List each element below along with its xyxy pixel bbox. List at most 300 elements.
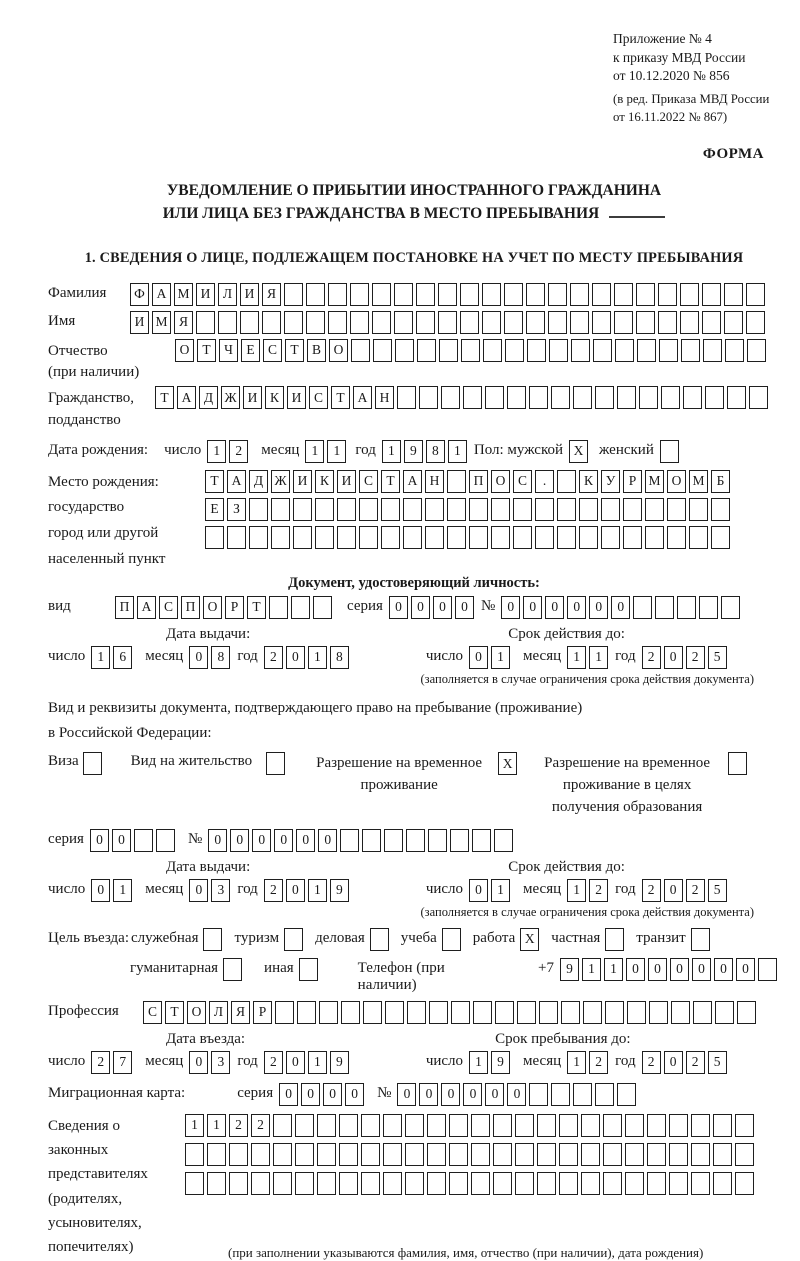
phone-digit-cell[interactable]: 1 (604, 958, 623, 981)
residence-number-cell[interactable] (406, 829, 425, 852)
profession-cell[interactable]: С (143, 1001, 162, 1024)
patronymic-cell[interactable] (461, 339, 480, 362)
surname-cell[interactable] (636, 283, 655, 306)
birthplace-cell[interactable]: О (667, 470, 686, 493)
profession-cell[interactable] (473, 1001, 492, 1024)
expiry-year-cell[interactable]: 5 (708, 879, 727, 902)
issue-day-cell[interactable]: 0 (91, 879, 110, 902)
representative-cell[interactable] (559, 1172, 578, 1195)
birthplace-cell[interactable] (601, 498, 620, 521)
birthplace-cell[interactable] (557, 470, 576, 493)
firstname-cell[interactable] (218, 311, 237, 334)
surname-cell[interactable]: М (174, 283, 193, 306)
profession-cell[interactable] (363, 1001, 382, 1024)
firstname-cell[interactable] (372, 311, 391, 334)
birthplace-cell[interactable]: У (601, 470, 620, 493)
birthplace-cell[interactable] (227, 526, 246, 549)
phone-digit-cell[interactable]: 0 (648, 958, 667, 981)
representative-cell[interactable] (735, 1172, 754, 1195)
representative-cell[interactable] (603, 1143, 622, 1166)
birthplace-cell[interactable]: К (315, 470, 334, 493)
surname-cell[interactable] (614, 283, 633, 306)
profession-cell[interactable] (385, 1001, 404, 1024)
residence-number-cell[interactable] (384, 829, 403, 852)
surname-cell[interactable] (350, 283, 369, 306)
firstname-cell[interactable] (746, 311, 765, 334)
firstname-cell[interactable] (284, 311, 303, 334)
migration-series-cell[interactable]: 0 (279, 1083, 298, 1106)
birthplace-cell[interactable] (249, 526, 268, 549)
representative-cell[interactable] (515, 1172, 534, 1195)
phone-digit-cell[interactable]: 0 (670, 958, 689, 981)
surname-cell[interactable] (416, 283, 435, 306)
representative-cell[interactable] (647, 1172, 666, 1195)
surname-cell[interactable] (504, 283, 523, 306)
firstname-cell[interactable] (504, 311, 523, 334)
doc-number-cell[interactable] (699, 596, 718, 619)
birthplace-cell[interactable] (381, 498, 400, 521)
firstname-cell[interactable] (570, 311, 589, 334)
patronymic-cell[interactable]: Т (197, 339, 216, 362)
temp-residence-checkbox[interactable]: X (498, 752, 517, 775)
purpose-tourism-checkbox[interactable] (284, 928, 303, 951)
expiry-year-cell[interactable]: 2 (686, 879, 705, 902)
citizenship-cell[interactable]: Т (155, 386, 174, 409)
birthplace-cell[interactable] (557, 498, 576, 521)
phone-digit-cell[interactable]: 0 (692, 958, 711, 981)
surname-cell[interactable] (570, 283, 589, 306)
patronymic-cell[interactable] (681, 339, 700, 362)
patronymic-cell[interactable] (373, 339, 392, 362)
firstname-cell[interactable] (548, 311, 567, 334)
purpose-transit-checkbox[interactable] (691, 928, 710, 951)
representative-cell[interactable] (427, 1114, 446, 1137)
representative-cell[interactable] (229, 1172, 248, 1195)
birthplace-cell[interactable] (667, 526, 686, 549)
issue-month-cell[interactable]: 3 (211, 879, 230, 902)
birthplace-cell[interactable]: А (403, 470, 422, 493)
residence-number-cell[interactable]: 0 (318, 829, 337, 852)
birthplace-cell[interactable] (689, 526, 708, 549)
representative-cell[interactable] (339, 1143, 358, 1166)
representative-cell[interactable] (361, 1143, 380, 1166)
representative-cell[interactable] (383, 1114, 402, 1137)
representative-cell[interactable] (581, 1172, 600, 1195)
expiry-day-cell[interactable]: 0 (469, 879, 488, 902)
issue-year-cell[interactable]: 1 (308, 646, 327, 669)
patronymic-cell[interactable] (571, 339, 590, 362)
surname-cell[interactable] (372, 283, 391, 306)
profession-cell[interactable]: О (187, 1001, 206, 1024)
residence-series-cell[interactable]: 0 (90, 829, 109, 852)
birthplace-cell[interactable]: Р (623, 470, 642, 493)
birthplace-cell[interactable] (469, 526, 488, 549)
firstname-cell[interactable] (328, 311, 347, 334)
representative-cell[interactable] (405, 1172, 424, 1195)
citizenship-cell[interactable] (551, 386, 570, 409)
patronymic-cell[interactable] (439, 339, 458, 362)
representative-cell[interactable]: 2 (229, 1114, 248, 1137)
profession-cell[interactable]: Р (253, 1001, 272, 1024)
citizenship-cell[interactable] (639, 386, 658, 409)
birthplace-cell[interactable]: З (227, 498, 246, 521)
profession-cell[interactable] (605, 1001, 624, 1024)
profession-cell[interactable] (429, 1001, 448, 1024)
citizenship-cell[interactable]: Ж (221, 386, 240, 409)
issue-year-cell[interactable]: 2 (264, 646, 283, 669)
doc-number-cell[interactable] (655, 596, 674, 619)
representative-cell[interactable] (735, 1114, 754, 1137)
firstname-cell[interactable] (262, 311, 281, 334)
migration-number-cell[interactable]: 0 (507, 1083, 526, 1106)
residence-number-cell[interactable] (472, 829, 491, 852)
phone-digit-cell[interactable]: 1 (582, 958, 601, 981)
migration-series-cell[interactable]: 0 (301, 1083, 320, 1106)
profession-cell[interactable] (517, 1001, 536, 1024)
birthplace-cell[interactable]: Б (711, 470, 730, 493)
doc-number-cell[interactable] (677, 596, 696, 619)
purpose-work-checkbox[interactable]: X (520, 928, 539, 951)
profession-cell[interactable] (319, 1001, 338, 1024)
doc-number-cell[interactable]: 0 (567, 596, 586, 619)
migration-number-cell[interactable] (595, 1083, 614, 1106)
representative-cell[interactable] (317, 1114, 336, 1137)
citizenship-cell[interactable]: Т (331, 386, 350, 409)
birthplace-cell[interactable]: Т (205, 470, 224, 493)
firstname-cell[interactable]: И (130, 311, 149, 334)
birthplace-cell[interactable] (293, 498, 312, 521)
birthplace-cell[interactable] (667, 498, 686, 521)
representative-cell[interactable] (625, 1172, 644, 1195)
issue-year-cell[interactable]: 9 (330, 879, 349, 902)
doc-kind-cell[interactable]: А (137, 596, 156, 619)
representative-cell[interactable] (713, 1172, 732, 1195)
representative-cell[interactable] (361, 1114, 380, 1137)
profession-cell[interactable] (297, 1001, 316, 1024)
patronymic-cell[interactable]: О (329, 339, 348, 362)
representative-cell[interactable] (185, 1143, 204, 1166)
expiry-month-cell[interactable]: 1 (567, 646, 586, 669)
expiry-day-cell[interactable]: 0 (469, 646, 488, 669)
representative-cell[interactable] (185, 1172, 204, 1195)
migration-number-cell[interactable] (617, 1083, 636, 1106)
firstname-cell[interactable] (636, 311, 655, 334)
surname-cell[interactable] (306, 283, 325, 306)
citizenship-cell[interactable] (749, 386, 768, 409)
firstname-cell[interactable] (724, 311, 743, 334)
representative-cell[interactable] (427, 1143, 446, 1166)
representative-cell[interactable] (207, 1143, 226, 1166)
birthplace-cell[interactable] (491, 526, 510, 549)
birthplace-cell[interactable] (403, 526, 422, 549)
birthplace-cell[interactable] (249, 498, 268, 521)
patronymic-cell[interactable]: С (263, 339, 282, 362)
birthplace-cell[interactable] (447, 470, 466, 493)
surname-cell[interactable] (526, 283, 545, 306)
profession-cell[interactable]: Л (209, 1001, 228, 1024)
entry-day-cell[interactable]: 7 (113, 1051, 132, 1074)
birthplace-cell[interactable] (337, 526, 356, 549)
firstname-cell[interactable] (592, 311, 611, 334)
residence-number-cell[interactable]: 0 (230, 829, 249, 852)
representative-cell[interactable] (515, 1114, 534, 1137)
birthplace-cell[interactable]: А (227, 470, 246, 493)
patronymic-cell[interactable] (747, 339, 766, 362)
citizenship-cell[interactable]: И (287, 386, 306, 409)
purpose-business-checkbox[interactable] (370, 928, 389, 951)
migration-number-cell[interactable] (551, 1083, 570, 1106)
doc-kind-cell[interactable]: О (203, 596, 222, 619)
citizenship-cell[interactable] (683, 386, 702, 409)
representative-cell[interactable] (603, 1172, 622, 1195)
patronymic-cell[interactable]: Т (285, 339, 304, 362)
firstname-cell[interactable]: М (152, 311, 171, 334)
purpose-official-checkbox[interactable] (203, 928, 222, 951)
profession-cell[interactable] (627, 1001, 646, 1024)
birthplace-cell[interactable] (535, 498, 554, 521)
entry-year-cell[interactable]: 9 (330, 1051, 349, 1074)
representative-cell[interactable] (625, 1143, 644, 1166)
purpose-humanitarian-checkbox[interactable] (223, 958, 242, 981)
representative-cell[interactable] (449, 1143, 468, 1166)
birthplace-cell[interactable]: Т (381, 470, 400, 493)
issue-year-cell[interactable]: 1 (308, 879, 327, 902)
residence-number-cell[interactable] (362, 829, 381, 852)
representative-cell[interactable]: 1 (207, 1114, 226, 1137)
migration-number-cell[interactable] (573, 1083, 592, 1106)
patronymic-cell[interactable] (417, 339, 436, 362)
expiry-month-cell[interactable]: 2 (589, 879, 608, 902)
surname-cell[interactable]: А (152, 283, 171, 306)
representative-cell[interactable] (207, 1172, 226, 1195)
birthplace-cell[interactable]: П (469, 470, 488, 493)
firstname-cell[interactable] (702, 311, 721, 334)
representative-cell[interactable] (273, 1172, 292, 1195)
phone-digit-cell[interactable]: 9 (560, 958, 579, 981)
patronymic-cell[interactable] (527, 339, 546, 362)
birthplace-cell[interactable] (315, 498, 334, 521)
migration-number-cell[interactable]: 0 (463, 1083, 482, 1106)
birthplace-cell[interactable]: С (513, 470, 532, 493)
birthplace-cell[interactable] (293, 526, 312, 549)
birthplace-cell[interactable]: С (359, 470, 378, 493)
citizenship-cell[interactable] (419, 386, 438, 409)
residence-number-cell[interactable] (428, 829, 447, 852)
surname-cell[interactable]: И (196, 283, 215, 306)
citizenship-cell[interactable] (441, 386, 460, 409)
expiry-year-cell[interactable]: 5 (708, 646, 727, 669)
residence-series-cell[interactable] (134, 829, 153, 852)
profession-cell[interactable] (407, 1001, 426, 1024)
representative-cell[interactable] (581, 1143, 600, 1166)
patronymic-cell[interactable] (659, 339, 678, 362)
birthplace-cell[interactable] (425, 526, 444, 549)
representative-cell[interactable] (559, 1114, 578, 1137)
birthplace-cell[interactable] (513, 498, 532, 521)
birth-month-cell[interactable]: 1 (305, 440, 324, 463)
surname-cell[interactable] (438, 283, 457, 306)
surname-cell[interactable] (482, 283, 501, 306)
citizenship-cell[interactable] (463, 386, 482, 409)
representative-cell[interactable] (295, 1143, 314, 1166)
doc-number-cell[interactable] (721, 596, 740, 619)
representative-cell[interactable] (471, 1114, 490, 1137)
representative-cell[interactable] (537, 1143, 556, 1166)
expiry-day-cell[interactable]: 1 (491, 646, 510, 669)
stay-day-cell[interactable]: 1 (469, 1051, 488, 1074)
firstname-cell[interactable] (438, 311, 457, 334)
representative-cell[interactable] (449, 1114, 468, 1137)
firstname-cell[interactable] (416, 311, 435, 334)
birthplace-cell[interactable]: Д (249, 470, 268, 493)
citizenship-cell[interactable]: С (309, 386, 328, 409)
birthplace-cell[interactable] (359, 526, 378, 549)
representative-cell[interactable] (471, 1143, 490, 1166)
birthplace-cell[interactable]: К (579, 470, 598, 493)
representative-cell[interactable] (251, 1143, 270, 1166)
migration-series-cell[interactable]: 0 (345, 1083, 364, 1106)
purpose-private-checkbox[interactable] (605, 928, 624, 951)
birthplace-cell[interactable]: Н (425, 470, 444, 493)
birth-year-cell[interactable]: 8 (426, 440, 445, 463)
representative-cell[interactable] (603, 1114, 622, 1137)
representative-cell[interactable]: 2 (251, 1114, 270, 1137)
surname-cell[interactable] (394, 283, 413, 306)
issue-year-cell[interactable]: 0 (286, 646, 305, 669)
firstname-cell[interactable] (350, 311, 369, 334)
birthplace-cell[interactable] (469, 498, 488, 521)
profession-cell[interactable] (671, 1001, 690, 1024)
patronymic-cell[interactable] (725, 339, 744, 362)
representative-cell[interactable] (669, 1172, 688, 1195)
entry-month-cell[interactable]: 0 (189, 1051, 208, 1074)
representative-cell[interactable] (383, 1143, 402, 1166)
firstname-cell[interactable] (482, 311, 501, 334)
doc-series-cell[interactable]: 0 (389, 596, 408, 619)
surname-cell[interactable] (328, 283, 347, 306)
birthplace-cell[interactable] (205, 526, 224, 549)
citizenship-cell[interactable]: Н (375, 386, 394, 409)
birthplace-cell[interactable] (359, 498, 378, 521)
phone-digit-cell[interactable] (758, 958, 777, 981)
representative-cell[interactable] (581, 1114, 600, 1137)
profession-cell[interactable] (341, 1001, 360, 1024)
representative-cell[interactable] (405, 1114, 424, 1137)
representative-cell[interactable] (339, 1172, 358, 1195)
expiry-year-cell[interactable]: 2 (686, 646, 705, 669)
migration-number-cell[interactable]: 0 (485, 1083, 504, 1106)
phone-digit-cell[interactable]: 0 (714, 958, 733, 981)
birthplace-cell[interactable] (337, 498, 356, 521)
surname-cell[interactable]: Я (262, 283, 281, 306)
doc-number-cell[interactable]: 0 (523, 596, 542, 619)
birthplace-cell[interactable]: О (491, 470, 510, 493)
citizenship-cell[interactable] (727, 386, 746, 409)
surname-cell[interactable] (658, 283, 677, 306)
residence-series-cell[interactable] (156, 829, 175, 852)
firstname-cell[interactable] (614, 311, 633, 334)
representative-cell[interactable] (317, 1172, 336, 1195)
representative-cell[interactable] (229, 1143, 248, 1166)
patronymic-cell[interactable] (505, 339, 524, 362)
entry-month-cell[interactable]: 3 (211, 1051, 230, 1074)
patronymic-cell[interactable]: В (307, 339, 326, 362)
profession-cell[interactable]: Т (165, 1001, 184, 1024)
patronymic-cell[interactable] (549, 339, 568, 362)
representative-cell[interactable] (273, 1143, 292, 1166)
representative-cell[interactable] (295, 1172, 314, 1195)
citizenship-cell[interactable] (397, 386, 416, 409)
migration-number-cell[interactable]: 0 (441, 1083, 460, 1106)
male-checkbox[interactable]: X (569, 440, 588, 463)
residence-series-cell[interactable]: 0 (112, 829, 131, 852)
birth-month-cell[interactable]: 1 (327, 440, 346, 463)
citizenship-cell[interactable] (705, 386, 724, 409)
birthplace-cell[interactable] (645, 526, 664, 549)
patronymic-cell[interactable]: Е (241, 339, 260, 362)
firstname-cell[interactable] (526, 311, 545, 334)
residence-number-cell[interactable]: 0 (274, 829, 293, 852)
profession-cell[interactable] (693, 1001, 712, 1024)
doc-kind-cell[interactable]: С (159, 596, 178, 619)
representative-cell[interactable] (647, 1143, 666, 1166)
visa-checkbox[interactable] (83, 752, 102, 775)
citizenship-cell[interactable]: А (353, 386, 372, 409)
firstname-cell[interactable] (680, 311, 699, 334)
representative-cell[interactable] (713, 1114, 732, 1137)
representative-cell[interactable] (405, 1143, 424, 1166)
representative-cell[interactable] (559, 1143, 578, 1166)
expiry-year-cell[interactable]: 0 (664, 879, 683, 902)
residence-permit-checkbox[interactable] (266, 752, 285, 775)
birthplace-cell[interactable] (447, 498, 466, 521)
birthplace-cell[interactable] (623, 526, 642, 549)
representative-cell[interactable] (691, 1143, 710, 1166)
citizenship-cell[interactable] (485, 386, 504, 409)
entry-year-cell[interactable]: 2 (264, 1051, 283, 1074)
birthplace-cell[interactable]: И (293, 470, 312, 493)
issue-month-cell[interactable]: 0 (189, 646, 208, 669)
patronymic-cell[interactable] (483, 339, 502, 362)
profession-cell[interactable] (737, 1001, 756, 1024)
birthplace-cell[interactable] (447, 526, 466, 549)
birthplace-cell[interactable] (271, 498, 290, 521)
citizenship-cell[interactable] (507, 386, 526, 409)
firstname-cell[interactable] (306, 311, 325, 334)
migration-number-cell[interactable]: 0 (397, 1083, 416, 1106)
birth-year-cell[interactable]: 1 (382, 440, 401, 463)
representative-cell[interactable] (515, 1143, 534, 1166)
phone-digit-cell[interactable]: 0 (736, 958, 755, 981)
representative-cell[interactable] (537, 1114, 556, 1137)
surname-cell[interactable]: И (240, 283, 259, 306)
doc-kind-cell[interactable] (313, 596, 332, 619)
birthplace-cell[interactable]: М (689, 470, 708, 493)
doc-kind-cell[interactable] (291, 596, 310, 619)
doc-kind-cell[interactable] (269, 596, 288, 619)
patronymic-cell[interactable] (615, 339, 634, 362)
surname-cell[interactable] (592, 283, 611, 306)
profession-cell[interactable] (275, 1001, 294, 1024)
birth-day-cell[interactable]: 2 (229, 440, 248, 463)
birthplace-cell[interactable]: . (535, 470, 554, 493)
birthplace-cell[interactable] (645, 498, 664, 521)
birthplace-cell[interactable] (535, 526, 554, 549)
citizenship-cell[interactable] (573, 386, 592, 409)
representative-cell[interactable] (383, 1172, 402, 1195)
firstname-cell[interactable] (240, 311, 259, 334)
doc-series-cell[interactable]: 0 (433, 596, 452, 619)
